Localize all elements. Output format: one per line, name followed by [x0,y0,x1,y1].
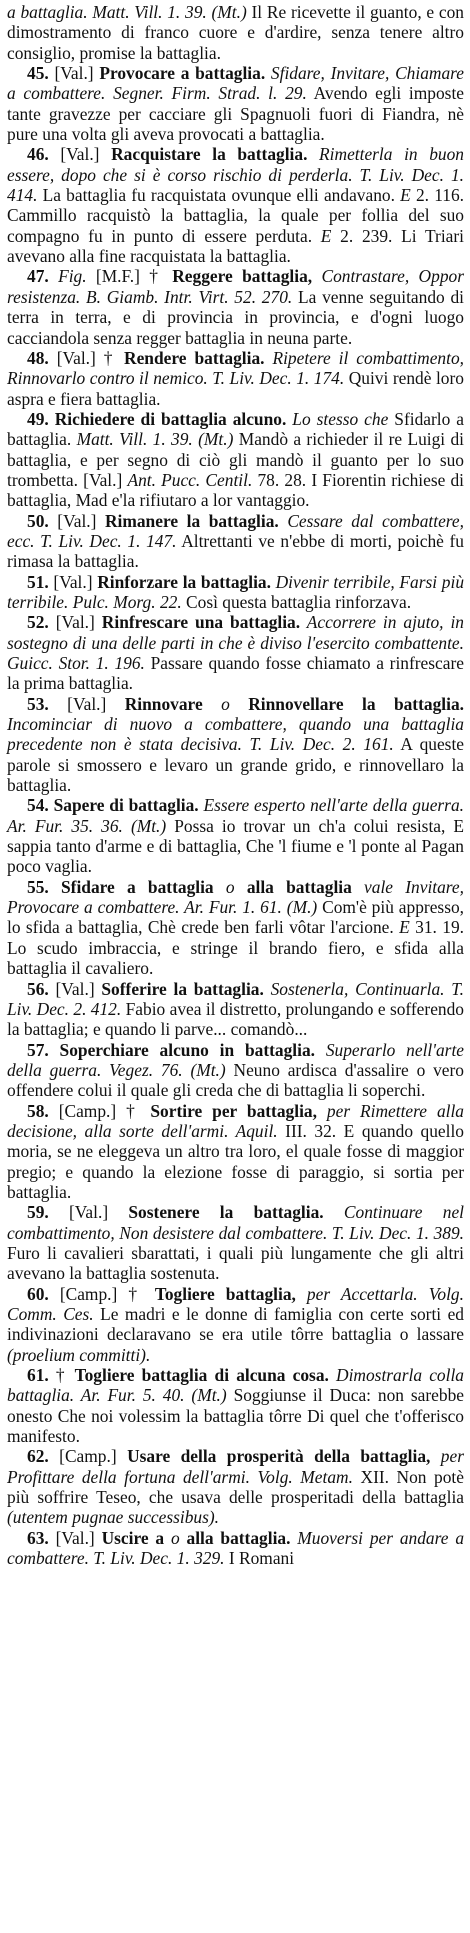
italic-run: (proelium committi). [7,1344,151,1365]
entry-62 [7,1446,464,1527]
entry-46 [7,144,464,266]
bold-run: Racquistare la battaglia. [111,144,308,165]
text-run: [Val.] [48,1202,129,1223]
text-run: [Val.] [48,612,102,633]
bold-run: 61. [27,1365,49,1386]
text-run: A queste parole si smossero e levaro un grande grido, e rinnovellaro la battaglia. [7,734,465,796]
italic-run: Sfidare, Invitare, Chiamare a combattere. Segner. Firm. Strad. l. 29. [7,63,464,104]
italic-run: o [213,876,247,897]
text-run: 2. 116. Cammillo racquistò la battaglia, la quale per follia del suo compagno fu in punto di essere perduta. [7,185,464,246]
bold-run: 45. [27,63,49,84]
italic-run: Fig. [48,266,87,287]
text-run: [Val.] [48,571,98,592]
bold-run: alla battaglia. [186,1527,291,1548]
italic-run: a battaglia. Matt. Vill. 1. 39. (Mt.) [7,2,247,22]
italic-run: Cessare dal combattere, ecc. T. Liv. Dec. 1. 147. [7,510,464,551]
entry-continuation [7,2,464,63]
bold-run: Sfidare a battaglia [48,876,214,897]
entry-47 [7,266,464,347]
bold-run: Richiedere di battaglia alcuno. [48,408,287,429]
bold-run: Sortire per battaglia, [150,1100,317,1121]
bold-run: Rinfrescare una battaglia. [101,612,301,633]
bold-run: Sapere di battaglia. [48,795,199,816]
text-run: Mandò a richieder il re Luigi di battaglia, e per segno di ciò gli mandò il guanto per lo suo trombetta. [Val.] [7,429,464,490]
italic-run: Ripetere il combattimento, Rinnovarlo contro il nemico. T. Liv. Dec. 1. 174. [7,347,464,389]
italic-run: vale Invitare, Provocare a combattere. Ar. Fur. 1. 61. (M.) [7,876,464,918]
bold-run: Uscire a [101,1527,165,1548]
entry-50 [7,511,464,572]
italic-run: Dimostrarla colla battaglia. Ar. Fur. 5. 40. (Mt.) [7,1365,464,1406]
text-run: [Camp.] [48,1446,128,1467]
text-run: [Val.] [48,63,100,84]
italic-run: per Profittare della fortuna dell'armi. Volg. Metam. [7,1446,464,1487]
entry-53 [7,694,464,796]
italic-run: o [164,1527,187,1548]
text-run: La venne seguitando di terra in terra, e di provincia in provincia, e d'ogni luogo cacciandola senza regger battaglia in neuna parte. [7,286,464,348]
bold-run: Provocare a battaglia. [99,63,266,84]
entry-52 [7,612,464,693]
entry-57 [7,1040,464,1101]
italic-run: Matt. Vill. 1. 39. (Mt.) [76,429,234,450]
bold-run: Rinnovare [124,693,203,714]
entry-63 [7,1528,464,1569]
bold-run: Rendere battaglia. [124,347,265,368]
bold-run: 60. [27,1283,49,1304]
italic-run: o [202,693,249,714]
italic-run: Essere esperto nell'arte della guerra. Ar. Fur. 35. 36. (Mt.) [7,795,464,836]
italic-run: Superarlo nell'arte della guerra. Vegez. 76. (Mt.) [7,1039,464,1080]
bold-run: 53. [27,693,49,714]
italic-run: Rimetterla in buon essere, dopo che si è corso rischio di perderla. T. Liv. Dec. 1. 414. [7,144,465,206]
bold-run: 51. [27,571,49,592]
entry-59 [7,1202,464,1283]
bold-run: 47. [27,266,49,287]
entry-61 [7,1365,464,1446]
text-run: 2. 239. Li Triari avevano alla fine racquistata la battaglia. [7,225,464,267]
bold-run: 59. [27,1202,49,1223]
bold-run: Reggere battaglia, [172,266,313,287]
entry-45 [7,63,464,144]
italic-run: E [400,185,411,206]
text-run: Soggiunse il Duca: non sarebbe onesto Che noi volessim la battaglia tôrre Di quel che t'offerisco manifesto. [7,1385,464,1447]
entry-49 [7,409,464,511]
text-run: [Val.] [48,978,102,999]
text-run: † [48,1365,75,1386]
text-run: Le madri e le donne di famiglia con certe sorti ed indivinazioni declaravano se era utile tôrre battaglia o lassare [7,1304,464,1345]
bold-run: Rimanere la battaglia. [104,510,279,531]
italic-run: E [399,917,410,938]
bold-run: Sofferire la battaglia. [101,978,264,999]
italic-run: E [320,225,332,246]
bold-run: 52. [27,612,49,633]
text-run: La battaglia fu racquistata ovunque elli andavano. [37,185,401,206]
bold-run: Usare della prosperità della battaglia, [127,1446,431,1467]
text-run: Com'è più appresso, lo sfida a battaglia, Chè crede ben farli vôtar l'arcione. [7,897,465,938]
bold-run: alla battaglia [246,876,352,897]
italic-run: Muoversi per andare a combattere. T. Liv. Dec. 1. 329. [7,1527,465,1569]
bold-run: Togliere battaglia di alcuna cosa. [74,1365,329,1386]
text-run: Il Re ricevette il guanto, e con dimostramento di franco cuore e d'ardire, senza tenere altro consiglio, promise la battaglia. [7,2,464,63]
bold-run: Soperchiare alcuno in battaglia. [48,1039,316,1060]
text-run: [Camp.] † [48,1100,151,1121]
entry-54 [7,795,464,876]
bold-run: 46. [27,144,49,165]
entry-51 [7,572,464,613]
bold-run: 48. [27,347,49,368]
italic-run: Continuare nel combattimento, Non desistere dal combattere. T. Liv. Dec. 1. 389. [7,1202,465,1243]
italic-run: Ant. Pucc. Centil. [127,469,253,490]
entry-58 [7,1101,464,1203]
bold-run: 57. [27,1039,49,1060]
text-run: Furo li cavalieri sbarattati, i quali più lungamente che gli altri avevano la battaglia sostenuta. [7,1242,464,1284]
italic-run: Divenir terribile, Farsi più terribile. Pulc. Morg. 22. [7,571,465,612]
entry-60 [7,1284,464,1365]
text-run: 31. 19. Lo scudo imbraccia, e stringe il brando fiero, e sfida alla battaglia il cavaliero. [7,917,465,979]
italic-run: Incominciar di nuovo a combattere, quando una battaglia precedente non è stata decisiva. T. Liv. Dec. 2. 161. [7,714,464,755]
text-run: Altrettanti ve n'ebbe di morti, poichè fu rimasa la battaglia. [7,530,464,572]
italic-run: per Accettarla. Volg. Comm. Ces. [7,1283,464,1324]
text-run: [Val.] [48,693,125,714]
italic-run: (utentem pugnae successibus). [7,1507,220,1528]
text-run: [M.F.] † [86,266,173,287]
text-run: [Camp.] † [48,1283,155,1304]
bold-run: Rinforzare la battaglia. [97,571,271,592]
bold-run: Sostenere la battaglia. [128,1202,324,1223]
bold-run: Togliere battaglia, [154,1283,296,1304]
entry-48 [7,348,464,409]
text-run: [Val.] † [48,347,125,368]
text-run: [Val.] [48,144,112,165]
text-run: Sfidarlo a battaglia. [7,408,464,450]
bold-run: 62. [27,1446,49,1467]
text-run: XII. Non potè più soffrire Teseo, che usava delle prosperitadi della battaglia [7,1466,464,1508]
text-run: Fabio avea il distretto, prolungando e sofferendo la battaglia; e quando li parve... comandò... [7,998,464,1040]
text-run: III. 32. E quando quello moria, se ne eleggeva un altro tra loro, el quale fosse di maggior pregio; e quando la elezione fosse di paraggio, si sortia per battaglia. [7,1120,464,1202]
entry-55 [7,877,464,979]
text-run: [Val.] [48,510,105,531]
text-run: I Romani [224,1548,295,1569]
bold-run: 58. [27,1100,49,1121]
text-run: 78. 28. I Fiorentin richiese di battaglia, Mad e'la rifiutaro a lor vantaggio. [7,469,465,511]
italic-run: Contrastare, Oppor resistenza. B. Giamb. Intr. Virt. 52. 270. [7,266,464,307]
text-run: Avendo egli imposte tante gravezze per cacciare gli Spagnuoli fuori di Fiandra, nè pure una volta gli aveva provocati a battaglia. [7,83,465,145]
text-run: [Val.] [48,1527,102,1548]
bold-run: 54. [27,795,49,816]
text-run: Possa io trovar un ch'a colui resista, E sappia tanto d'arme e di battaglia, Che 'l fiume e 'l ponte al Pagan poco vaglia. [7,815,465,877]
bold-run: 63. [27,1527,49,1548]
bold-run: 55. [27,876,49,897]
italic-run: Accorrere in ajuto, in sostegno di una delle parti in che è diviso l'esercito combattente. Guicc. Stor. 1. 196. [7,612,464,673]
italic-run: Lo stesso che [286,408,389,429]
entry-56 [7,979,464,1040]
text-run: Passare quando fosse chiamato a rinfrescare la prima battaglia. [7,653,464,694]
text-run: Neuno ardisca d'assalire o vero offendere colui il quale gli creda che di battaglia li soperchi. [7,1059,465,1101]
italic-run: Sostenerla, Continuarla. T. Liv. Dec. 2. 412. [7,978,464,1019]
text-run: Quivi rendè loro aspra e fiera battaglia. [7,368,464,409]
italic-run: per Rimettere alla decisione, alla sorte dell'armi. Aquil. [7,1100,464,1141]
bold-run: Rinnovellare la battaglia. [248,693,464,714]
bold-run: 49. [27,408,49,429]
bold-run: 50. [27,510,49,531]
bold-run: 56. [27,978,49,999]
text-column [7,2,464,1568]
text-run: Così questa battaglia rinforzava. [181,591,412,612]
